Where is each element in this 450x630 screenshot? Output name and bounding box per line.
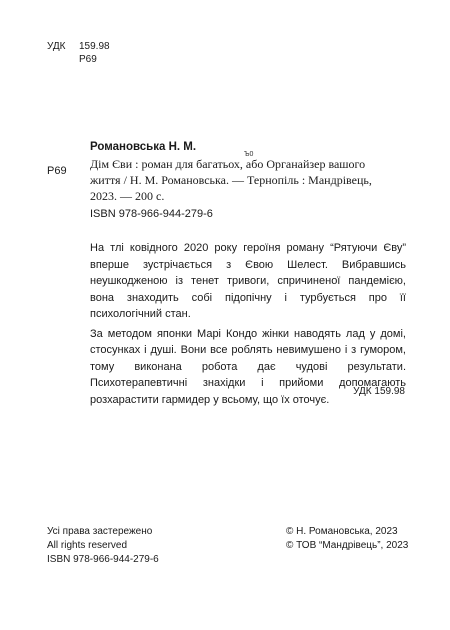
annotation-paragraph: За методом японки Марі Кондо жінки наводять лад у домі, стосунках і душі. Вони все роблять невимушено і з гумором, тому виконана робота дає чудові результати. Психотерапевтичні знахідки і прийоми допомагають розхарастити гармидер у всьому, що їх оточує. <box>90 327 406 406</box>
annotation-paragraph: На тлі ковідного 2020 року героїня роману “Рятуючи Єву” вперше зустрічається з Євою Шелест. Вибравшись неушкодженою із тенет тривоги, спричиненої пандемією, вона знаходить собі підопічну і турбується про її психологічний стан. <box>90 242 406 320</box>
description-line-1: Дім Єви : роман для багатьох, або Органайзер вашого <box>90 157 366 171</box>
description-line-3: 2023. — 200 с. <box>90 189 165 203</box>
udc-classification-block <box>47 40 110 66</box>
description-line-2: життя / Н. М. Романовська. — Тернопіль : Мандрівець, <box>90 173 372 187</box>
author-index-top: Р69 <box>79 54 97 65</box>
udc-value: 159.98 <box>79 41 110 52</box>
copyright-block <box>286 525 408 553</box>
footer-isbn: ISBN 978-966-944-279-6 <box>47 554 159 565</box>
copyright-author: © Н. Романовська, 2023 <box>286 526 398 537</box>
isbn: ISBN 978-966-944-279-6 <box>90 208 213 220</box>
bibliographic-record <box>90 141 406 220</box>
author-index: Р69 <box>47 165 67 177</box>
author-name: Романовська Н. М. <box>90 141 197 153</box>
copyright-publisher: © ТОВ “Мандрівець”, 2023 <box>286 540 409 551</box>
udc-bottom: УДК 159.98 <box>353 386 405 397</box>
rights-ua: Усі права застережено <box>47 526 153 537</box>
stray-mark: Ъ0 <box>244 151 254 158</box>
rights-block <box>47 525 159 567</box>
annotation <box>90 240 406 408</box>
udc-label: УДК <box>47 41 66 52</box>
rights-en: All rights reserved <box>47 540 128 551</box>
